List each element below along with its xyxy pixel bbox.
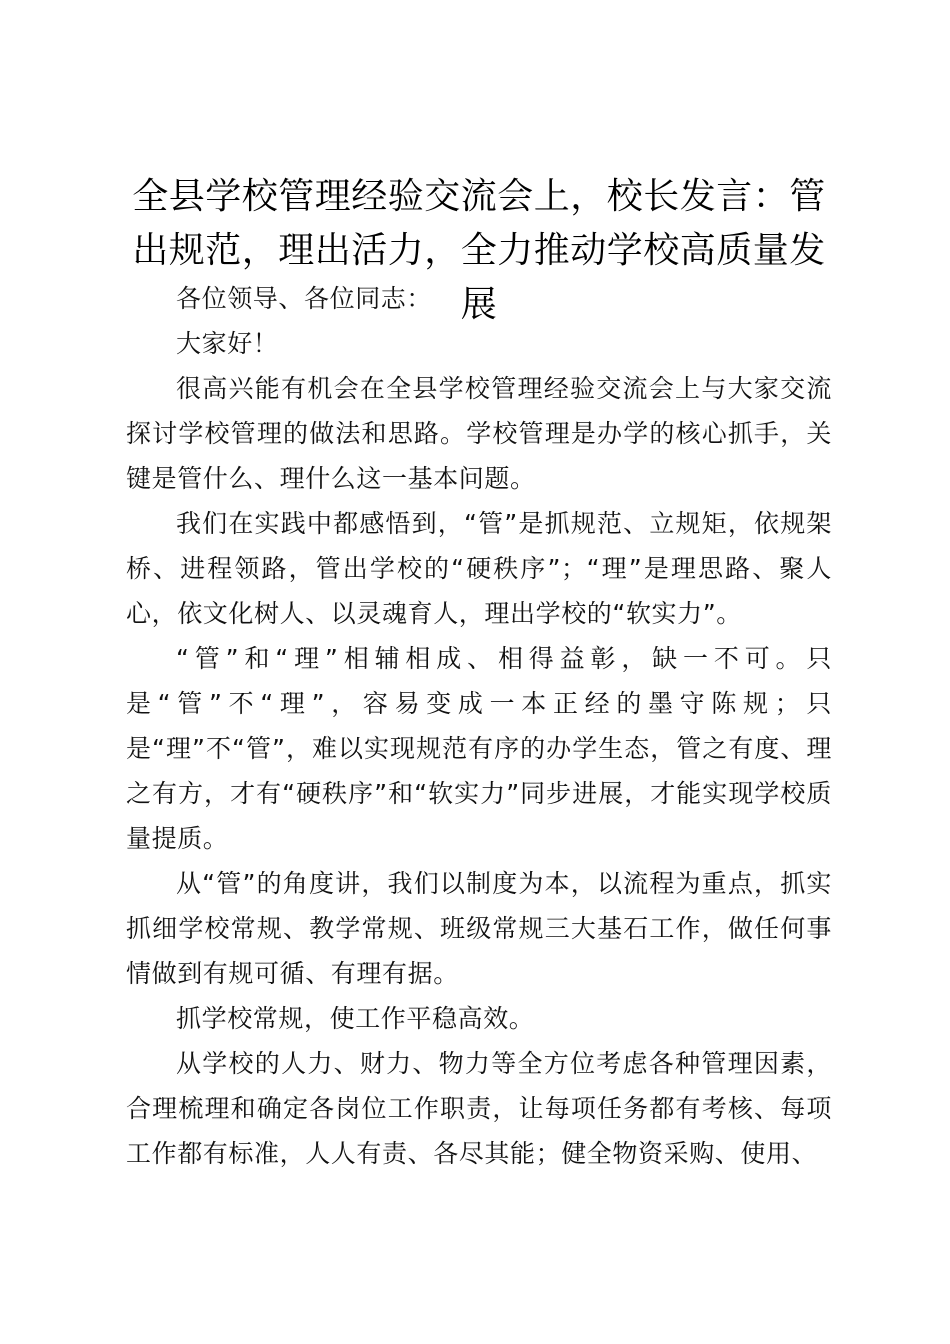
document-body xyxy=(126,276,832,1176)
paragraph-subheading: 抓学校常规，使工作平稳高效。 xyxy=(176,1004,535,1033)
paragraph-greeting: 各位领导、各位同志： xyxy=(176,284,433,313)
document-title: 全县学校管理经验交流会上，校长发言：管出规范，理出活力，全力推动学校高质量发展 xyxy=(132,176,826,325)
paragraph: “管”和“理”相辅相成、相得益彰，缺一不可。只是“管”不“理”，容易变成一本正经的墨守陈规；只是“理”不“管”，难以实现规范有序的办学生态，管之有度、理之有方，才有“硬秩序”和“软实力”同步进展，才能实现学校质量提质。 xyxy=(126,644,832,853)
paragraph: 从“管”的角度讲，我们以制度为本，以流程为重点，抓实抓细学校常规、教学常规、班级常规三大基石工作，做任何事情做到有规可循、有理有据。 xyxy=(126,869,832,988)
paragraph-hello: 大家好！ xyxy=(176,329,279,358)
paragraph: 从学校的人力、财力、物力等全方位考虑各种管理因素，合理梳理和确定各岗位工作职责，让每项任务都有考核、每项工作都有标准，人人有责、各尽其能；健全物资采购、使用、 xyxy=(126,1049,832,1168)
paragraph: 我们在实践中都感悟到，“管”是抓规范、立规矩，依规架桥、进程领路，管出学校的“硬秩序”；“理”是理思路、聚人心，依文化树人、以灵魂育人，理出学校的“软实力”。 xyxy=(126,509,832,628)
paragraph: 很高兴能有机会在全县学校管理经验交流会上与大家交流探讨学校管理的做法和思路。学校管理是办学的核心抓手，关键是管什么、理什么这一基本问题。 xyxy=(126,374,832,493)
